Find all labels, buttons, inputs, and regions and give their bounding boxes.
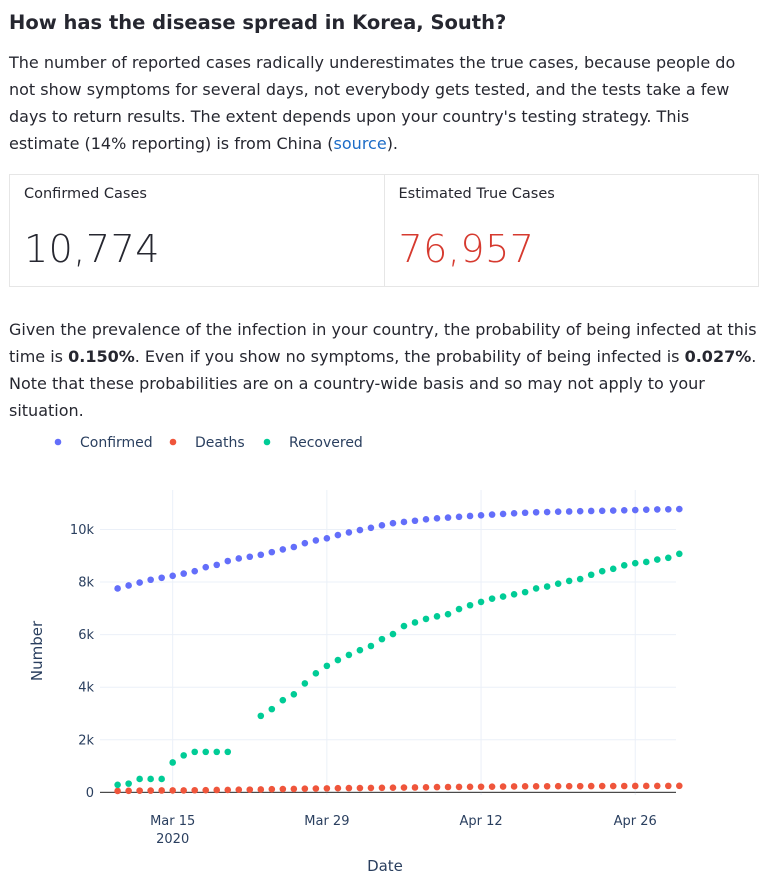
confirmed-point xyxy=(114,585,121,592)
y-axis-label: Number xyxy=(28,620,46,682)
confirmed-point xyxy=(180,570,187,577)
legend-label: Recovered xyxy=(289,435,363,451)
prob-value-asymptomatic: 0.027% xyxy=(684,347,752,366)
deaths-point xyxy=(114,788,121,795)
recovered-point xyxy=(588,571,595,578)
confirmed-point xyxy=(202,564,209,571)
y-tick-label: 2k xyxy=(78,733,94,749)
deaths-point xyxy=(302,785,309,792)
deaths-point xyxy=(357,785,364,792)
prob-text-3: . Note that these probabilities are on a country-wide basis and so may not apply to your situation. xyxy=(9,347,757,420)
y-tick-label: 0 xyxy=(85,785,94,801)
confirmed-point xyxy=(324,535,331,542)
confirmed-point xyxy=(456,514,463,521)
confirmed-point xyxy=(610,507,617,514)
recovered-point xyxy=(533,585,540,592)
deaths-point xyxy=(544,783,551,790)
x-axis-label: Date xyxy=(367,857,403,875)
deaths-point xyxy=(202,787,209,794)
confirmed-point xyxy=(654,506,661,513)
recovered-point xyxy=(280,697,287,704)
confirmed-label: Confirmed Cases xyxy=(24,186,147,202)
confirmed-point xyxy=(412,517,419,524)
recovered-point xyxy=(180,752,187,759)
x-tick-label: Mar 15 xyxy=(150,814,196,829)
deaths-point xyxy=(213,787,220,794)
recovered-point xyxy=(390,631,397,638)
recovered-point xyxy=(291,691,298,698)
recovered-point xyxy=(335,657,342,664)
recovered-point xyxy=(324,663,331,670)
recovered-point xyxy=(621,562,628,569)
confirmed-point xyxy=(357,527,364,534)
confirmed-point xyxy=(478,512,485,519)
deaths-point xyxy=(335,785,342,792)
estimated-value: 76,957 xyxy=(398,227,535,271)
recovered-point xyxy=(368,643,375,650)
deaths-point xyxy=(423,784,430,791)
recovered-point xyxy=(412,619,419,626)
deaths-point xyxy=(235,786,242,793)
source-link[interactable]: source xyxy=(333,134,387,153)
recovered-point xyxy=(599,568,606,575)
confirmed-point xyxy=(213,562,220,569)
deaths-point xyxy=(522,783,529,790)
recovered-point xyxy=(114,782,121,789)
deaths-point xyxy=(246,786,253,793)
confirmed-point xyxy=(566,508,573,515)
deaths-point xyxy=(125,787,132,794)
chart-marks xyxy=(114,506,682,794)
legend-label: Confirmed xyxy=(80,435,153,451)
legend-item-confirmed[interactable] xyxy=(55,435,153,451)
recovered-point xyxy=(643,559,650,566)
confirmed-point xyxy=(533,509,540,516)
recovered-point xyxy=(434,613,441,620)
cases-chart[interactable] xyxy=(0,420,768,883)
confirmed-point xyxy=(291,544,298,551)
confirmed-point xyxy=(423,516,430,523)
recovered-point xyxy=(357,647,364,654)
series-confirmed xyxy=(114,506,682,592)
deaths-point xyxy=(445,784,452,791)
recovered-point xyxy=(423,616,430,623)
x-tick-label: Mar 29 xyxy=(304,814,350,829)
deaths-point xyxy=(313,785,320,792)
legend-marker xyxy=(55,439,62,446)
deaths-point xyxy=(599,783,606,790)
deaths-point xyxy=(401,784,408,791)
confirmed-point xyxy=(269,549,276,556)
y-tick-label: 4k xyxy=(78,680,94,696)
recovered-point xyxy=(401,623,408,630)
confirmed-point xyxy=(280,546,287,553)
confirmed-point xyxy=(235,555,242,562)
recovered-point xyxy=(566,578,573,585)
legend-item-recovered[interactable] xyxy=(264,435,363,451)
x-tick-label: Apr 12 xyxy=(459,814,503,829)
recovered-point xyxy=(302,680,309,687)
estimated-metric xyxy=(384,175,759,286)
deaths-point xyxy=(379,785,386,792)
deaths-point xyxy=(643,783,650,790)
deaths-point xyxy=(511,783,518,790)
recovered-point xyxy=(147,776,154,783)
confirmed-point xyxy=(390,520,397,527)
recovered-point xyxy=(500,593,507,600)
estimated-label: Estimated True Cases xyxy=(398,186,555,202)
confirmed-point xyxy=(522,509,529,516)
deaths-point xyxy=(456,784,463,791)
intro-text-before: The number of reported cases radically underestimates the true cases, because people do not show symptoms for several days, not everybody gets tested, and the tests take a few days to return results. The extent depends upon your country's testing strategy. This estimate (14% reporting) is from China ( xyxy=(9,53,736,153)
recovered-point xyxy=(136,776,143,783)
deaths-point xyxy=(566,783,573,790)
deaths-point xyxy=(368,785,375,792)
confirmed-metric xyxy=(10,175,384,286)
confirmed-point xyxy=(147,576,154,583)
recovered-point xyxy=(213,749,220,756)
deaths-point xyxy=(555,783,562,790)
chart-axes xyxy=(70,523,657,847)
y-tick-label: 10k xyxy=(69,522,94,538)
confirmed-point xyxy=(368,525,375,532)
confirmed-point xyxy=(158,574,165,581)
confirmed-point xyxy=(246,553,253,560)
intro-text-after: ). xyxy=(386,134,399,153)
deaths-point xyxy=(180,787,187,794)
confirmed-point xyxy=(555,508,562,515)
recovered-point xyxy=(191,749,198,756)
confirmed-point xyxy=(544,509,551,516)
recovered-point xyxy=(478,599,485,606)
deaths-point xyxy=(621,783,628,790)
deaths-point xyxy=(147,787,154,794)
confirmed-point xyxy=(136,579,143,586)
deaths-point xyxy=(588,783,595,790)
deaths-point xyxy=(489,783,496,790)
deaths-point xyxy=(136,787,143,794)
page-title: How has the disease spread in Korea, South? xyxy=(9,11,507,34)
confirmed-point xyxy=(313,537,320,544)
recovered-point xyxy=(544,583,551,590)
confirmed-point xyxy=(302,540,309,547)
deaths-point xyxy=(280,786,287,793)
recovered-point xyxy=(676,551,683,558)
deaths-point xyxy=(676,783,683,790)
chart-legend[interactable] xyxy=(55,435,363,451)
deaths-point xyxy=(291,786,298,793)
legend-marker xyxy=(170,439,177,446)
confirmed-point xyxy=(258,551,265,558)
recovered-point xyxy=(346,652,353,659)
legend-label: Deaths xyxy=(195,435,245,451)
deaths-point xyxy=(324,785,331,792)
prob-value-infected: 0.150% xyxy=(68,347,135,366)
confirmed-point xyxy=(401,519,408,526)
metrics-table xyxy=(9,174,759,287)
x-tick-sublabel: 2020 xyxy=(156,832,190,847)
confirmed-point xyxy=(467,513,474,520)
confirmed-value: 10,774 xyxy=(24,227,160,271)
confirmed-point xyxy=(511,510,518,517)
deaths-point xyxy=(434,784,441,791)
legend-item-deaths[interactable] xyxy=(170,435,245,451)
y-tick-label: 8k xyxy=(78,575,94,591)
deaths-point xyxy=(224,787,231,794)
probability-paragraph xyxy=(9,316,759,424)
deaths-point xyxy=(169,787,176,794)
recovered-point xyxy=(511,591,518,598)
prob-text-1: Given the prevalence of the infection in your country, the probability of being infected at this time is xyxy=(9,320,757,366)
y-tick-label: 6k xyxy=(78,628,94,644)
deaths-point xyxy=(654,783,661,790)
confirmed-point xyxy=(577,508,584,515)
deaths-point xyxy=(390,784,397,791)
recovered-point xyxy=(125,780,132,787)
confirmed-point xyxy=(588,508,595,515)
confirmed-point xyxy=(434,515,441,522)
recovered-point xyxy=(379,636,386,643)
confirmed-point xyxy=(665,506,672,513)
confirmed-point xyxy=(335,532,342,539)
deaths-point xyxy=(577,783,584,790)
confirmed-point xyxy=(346,529,353,536)
recovered-point xyxy=(577,576,584,583)
recovered-point xyxy=(467,602,474,609)
deaths-point xyxy=(500,783,507,790)
confirmed-point xyxy=(224,558,231,565)
chart-grid xyxy=(100,490,676,795)
deaths-point xyxy=(412,784,419,791)
deaths-point xyxy=(191,787,198,794)
deaths-point xyxy=(346,785,353,792)
deaths-point xyxy=(158,787,165,794)
deaths-point xyxy=(665,783,672,790)
confirmed-point xyxy=(445,514,452,521)
confirmed-point xyxy=(643,506,650,513)
recovered-point xyxy=(654,556,661,563)
deaths-point xyxy=(258,786,265,793)
confirmed-point xyxy=(621,507,628,514)
recovered-point xyxy=(258,713,265,720)
deaths-point xyxy=(269,786,276,793)
deaths-point xyxy=(533,783,540,790)
recovered-point xyxy=(456,606,463,613)
recovered-point xyxy=(489,595,496,602)
confirmed-point xyxy=(500,511,507,518)
confirmed-point xyxy=(676,506,683,513)
prob-text-2: . Even if you show no symptoms, the probability of being infected is xyxy=(134,347,685,366)
recovered-point xyxy=(522,589,529,596)
x-tick-label: Apr 26 xyxy=(613,814,657,829)
intro-paragraph xyxy=(9,49,759,157)
recovered-point xyxy=(313,670,320,677)
recovered-point xyxy=(202,749,209,756)
deaths-point xyxy=(467,784,474,791)
deaths-point xyxy=(478,783,485,790)
confirmed-point xyxy=(191,568,198,575)
confirmed-point xyxy=(169,573,176,580)
confirmed-point xyxy=(379,522,386,529)
recovered-point xyxy=(269,706,276,713)
confirmed-point xyxy=(632,507,639,514)
recovered-point xyxy=(158,776,165,783)
recovered-point xyxy=(665,554,672,561)
recovered-point xyxy=(555,580,562,587)
recovered-point xyxy=(169,759,176,766)
confirmed-point xyxy=(125,582,132,589)
recovered-point xyxy=(610,566,617,573)
recovered-point xyxy=(224,749,231,756)
confirmed-point xyxy=(599,508,606,515)
legend-marker xyxy=(264,439,271,446)
recovered-point xyxy=(632,560,639,567)
deaths-point xyxy=(610,783,617,790)
confirmed-point xyxy=(489,511,496,518)
series-recovered xyxy=(114,551,682,789)
deaths-point xyxy=(632,783,639,790)
recovered-point xyxy=(445,611,452,618)
